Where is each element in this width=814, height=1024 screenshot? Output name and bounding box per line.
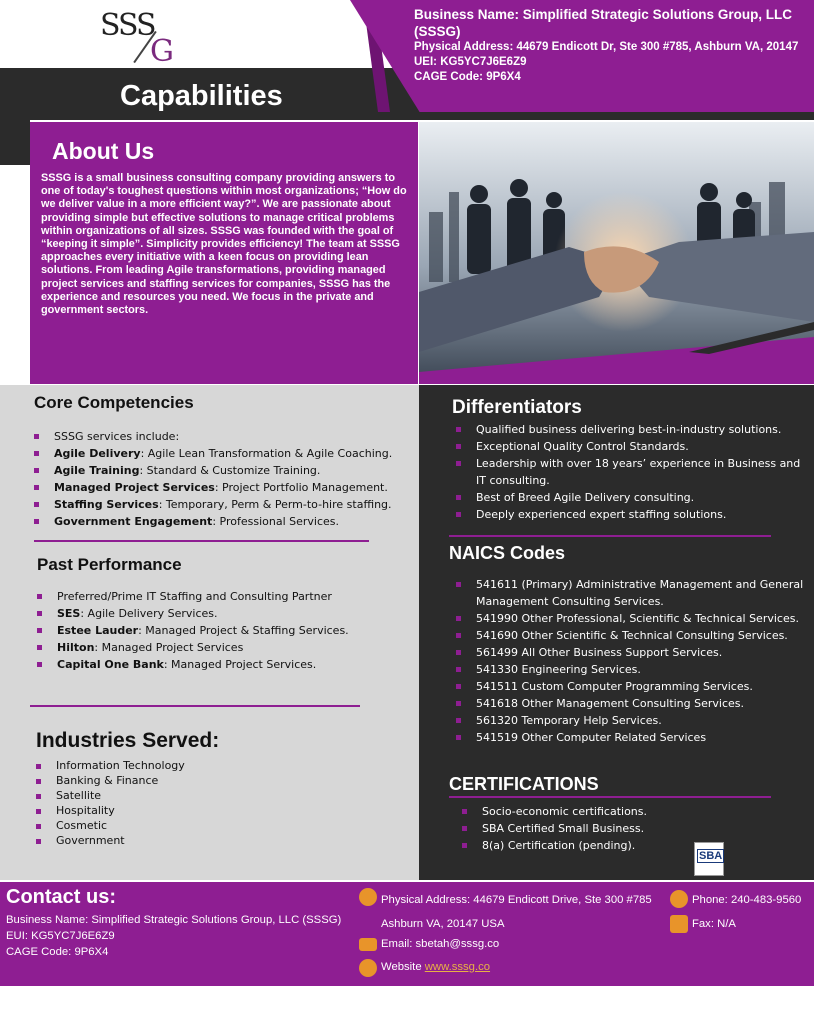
list-item: SBA Certified Small Business. <box>462 820 762 837</box>
differentiators-title: Differentiators <box>452 397 582 418</box>
contact-title: Contact us: <box>6 886 116 908</box>
list-item: Capital One Bank: Managed Project Services. <box>37 656 349 673</box>
about-body: SSSG is a small business consulting company providing answers to one of today's toughest questions within most organizations; “How do we deliver value in a more efficient way?”. We are passionate about providing simple but effective solutions to manage critical problems within organizations of all sizes. SSSG was founded with the goal of “keeping it simple”. Simplicity provides efficiency! The team at SSSG approaches every initiative with a keen focus on providing lean solutions. From leading Agile transformations, providing managed project services and staffing services for companies, SSSG has the experience and resources you need. We focus in the private and government sectors. <box>41 172 407 317</box>
list-item: Satellite <box>36 788 185 803</box>
contact-website <box>381 961 490 973</box>
email-icon <box>359 938 377 951</box>
list-item: Agile Training: Standard & Customize Training. <box>34 462 392 479</box>
core-competencies-title: Core Competencies <box>34 393 194 412</box>
footer-bottom-line <box>0 984 814 986</box>
contact-address-line2: Ashburn VA, 20147 USA <box>381 918 505 930</box>
handshake-illustration <box>419 122 814 384</box>
list-item: Preferred/Prime IT Staffing and Consulting Partner <box>37 588 349 605</box>
list-item: Deeply experienced expert staffing solutions. <box>456 506 806 523</box>
list-item: 541618 Other Management Consulting Services. <box>456 695 806 712</box>
contact-fax: Fax: N/A <box>692 918 736 930</box>
list-item: Managed Project Services: Project Portfolio Management. <box>34 479 392 496</box>
list-item: Hospitality <box>36 803 185 818</box>
list-item: Agile Delivery: Agile Lean Transformation & Agile Coaching. <box>34 445 392 462</box>
core-competencies-list <box>34 428 392 530</box>
contact-eui: EUI: KG5YC7J6E6Z9 <box>6 930 115 942</box>
naics-title: NAICS Codes <box>449 543 566 563</box>
list-item: SES: Agile Delivery Services. <box>37 605 349 622</box>
website-label: Website <box>381 961 422 973</box>
list-item: 541330 Engineering Services. <box>456 661 806 678</box>
header-business-info <box>414 6 814 85</box>
logo-text-top: SSS <box>100 8 155 43</box>
website-link[interactable]: www.sssg.co <box>424 961 491 973</box>
list-item: 541690 Other Scientific & Technical Consulting Services. <box>456 627 806 644</box>
list-item: 541519 Other Computer Related Services <box>456 729 806 746</box>
phone-icon <box>670 890 688 908</box>
fax-icon <box>670 915 688 933</box>
header-uei: UEI: KG5YC7J6E6Z9 <box>414 56 527 68</box>
list-item: 541611 (Primary) Administrative Management and General Management Consulting Services. <box>456 576 806 610</box>
about-panel <box>30 122 418 384</box>
past-performance-list <box>37 588 349 673</box>
list-item: Cosmetic <box>36 818 185 833</box>
handshake-photo <box>419 122 814 384</box>
certifications-title: CERTIFICATIONS <box>449 774 599 794</box>
header-address: Physical Address: 44679 Endicott Dr, Ste 300 #785, Ashburn VA, 20147 <box>414 41 799 53</box>
list-item: 561320 Temporary Help Services. <box>456 712 806 729</box>
company-logo <box>100 8 180 68</box>
contact-phone: Phone: 240-483-9560 <box>692 894 802 906</box>
list-item: SSSG services include: <box>34 428 392 445</box>
location-pin-icon <box>359 888 377 906</box>
list-item: Staffing Services: Temporary, Perm & Perm-to-hire staffing. <box>34 496 392 513</box>
naics-list <box>456 576 806 746</box>
title-band-tab <box>0 120 30 165</box>
contact-address-line1: Physical Address: 44679 Endicott Drive, Ste 300 #785 <box>381 894 652 906</box>
sba-logo-icon: SBA <box>699 850 723 862</box>
contact-company-info <box>6 912 341 960</box>
header-business-name: Business Name: Simplified Strategic Solutions Group, LLC (SSSG) <box>414 7 793 39</box>
past-performance-title: Past Performance <box>37 555 182 574</box>
list-item: 541511 Custom Computer Programming Services. <box>456 678 806 695</box>
list-item: Government Engagement: Professional Services. <box>34 513 392 530</box>
contact-cage: CAGE Code: 9P6X4 <box>6 946 109 958</box>
list-item: 541990 Other Professional, Scientific & Technical Services. <box>456 610 806 627</box>
contact-email[interactable]: Email: sbetah@sssg.co <box>381 938 500 950</box>
globe-icon <box>359 959 377 977</box>
divider <box>449 535 771 537</box>
list-item: Hilton: Managed Project Services <box>37 639 349 656</box>
page-title: Capabilities <box>120 80 283 112</box>
list-item: Government <box>36 833 185 848</box>
list-item: Exceptional Quality Control Standards. <box>456 438 806 455</box>
list-item: Leadership with over 18 years’ experience in Business and IT consulting. <box>456 455 806 489</box>
list-item: Information Technology <box>36 758 185 773</box>
list-item: 561499 All Other Business Support Services. <box>456 644 806 661</box>
divider <box>34 540 369 542</box>
about-title: About Us <box>52 138 155 164</box>
list-item: Qualified business delivering best-in-industry solutions. <box>456 421 806 438</box>
logo-text-bottom: G <box>150 34 174 69</box>
header-cage: CAGE Code: 9P6X4 <box>414 71 521 83</box>
industries-title: Industries Served: <box>36 729 220 752</box>
contact-footer <box>0 882 814 984</box>
list-item: Best of Breed Agile Delivery consulting. <box>456 489 806 506</box>
contact-business-name: Business Name: Simplified Strategic Solutions Group, LLC (SSSG) <box>6 914 342 926</box>
list-item: Banking & Finance <box>36 773 185 788</box>
list-item: Socio-economic certifications. <box>462 803 762 820</box>
differentiators-list <box>456 421 806 523</box>
divider <box>449 796 771 798</box>
list-item: Estee Lauder: Managed Project & Staffing Services. <box>37 622 349 639</box>
sba-badge <box>694 842 724 876</box>
list-item: 8(a) Certification (pending). <box>462 837 762 854</box>
industries-list <box>36 758 185 848</box>
divider <box>30 705 360 707</box>
